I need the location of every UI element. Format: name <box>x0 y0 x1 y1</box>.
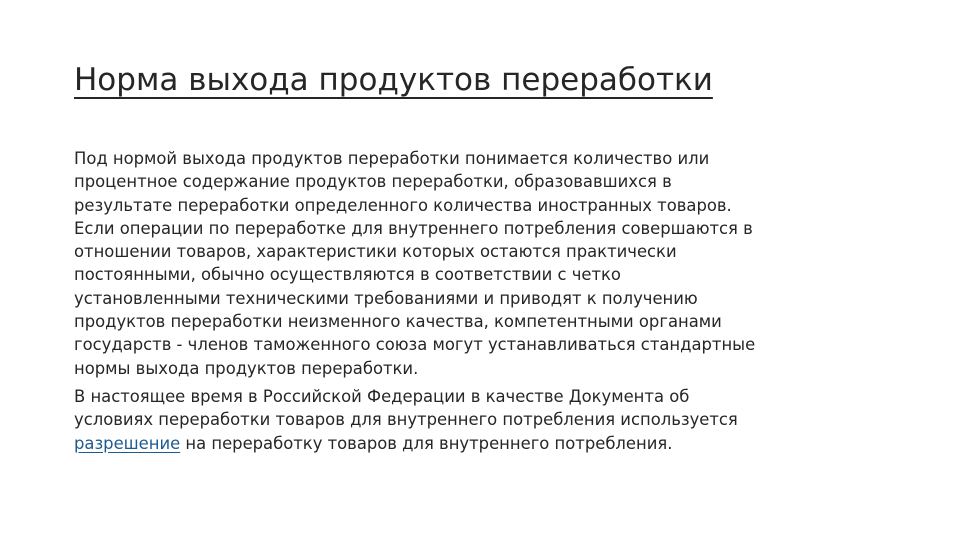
paragraph-line: результате переработки определенного количества иностранных товаров. <box>74 195 732 215</box>
slide-title: Норма выхода продуктов переработки <box>74 62 713 98</box>
paragraph-line: отношении товаров, характеристики которых остаются практически <box>74 242 677 262</box>
slide-body <box>74 147 894 460</box>
paragraph-current-document <box>74 385 894 455</box>
paragraph-line: нормы выхода продуктов переработки. <box>74 358 419 378</box>
paragraph-line: Под нормой выхода продуктов переработки понимается количество или <box>74 149 710 168</box>
paragraph-line: государств - членов таможенного союза могут устанавливаться стандартные <box>74 335 756 355</box>
paragraph-line: установленными техническими требованиями и приводят к получению <box>74 288 698 308</box>
paragraph-line: условиях переработки товаров для внутреннего потребления используется <box>74 410 738 430</box>
paragraph-line: В настоящее время в Российской Федерации в качестве Документа об <box>74 386 690 406</box>
paragraph-line: постоянными, обычно осуществляются в соответствии с четко <box>74 265 621 285</box>
permit-link[interactable]: разрешение <box>74 433 181 453</box>
paragraph-line: продуктов переработки неизменного качества, компетентными органами <box>74 312 722 332</box>
paragraph-line: процентное содержание продуктов переработки, образовавшихся в <box>74 172 672 192</box>
paragraph-line: Если операции по переработке для внутреннего потребления совершаются в <box>74 218 753 238</box>
paragraph-line-rest: на переработку товаров для внутреннего потребления. <box>180 433 673 453</box>
paragraph-processing-yield-norm <box>74 147 894 380</box>
paragraph-line <box>74 432 894 455</box>
